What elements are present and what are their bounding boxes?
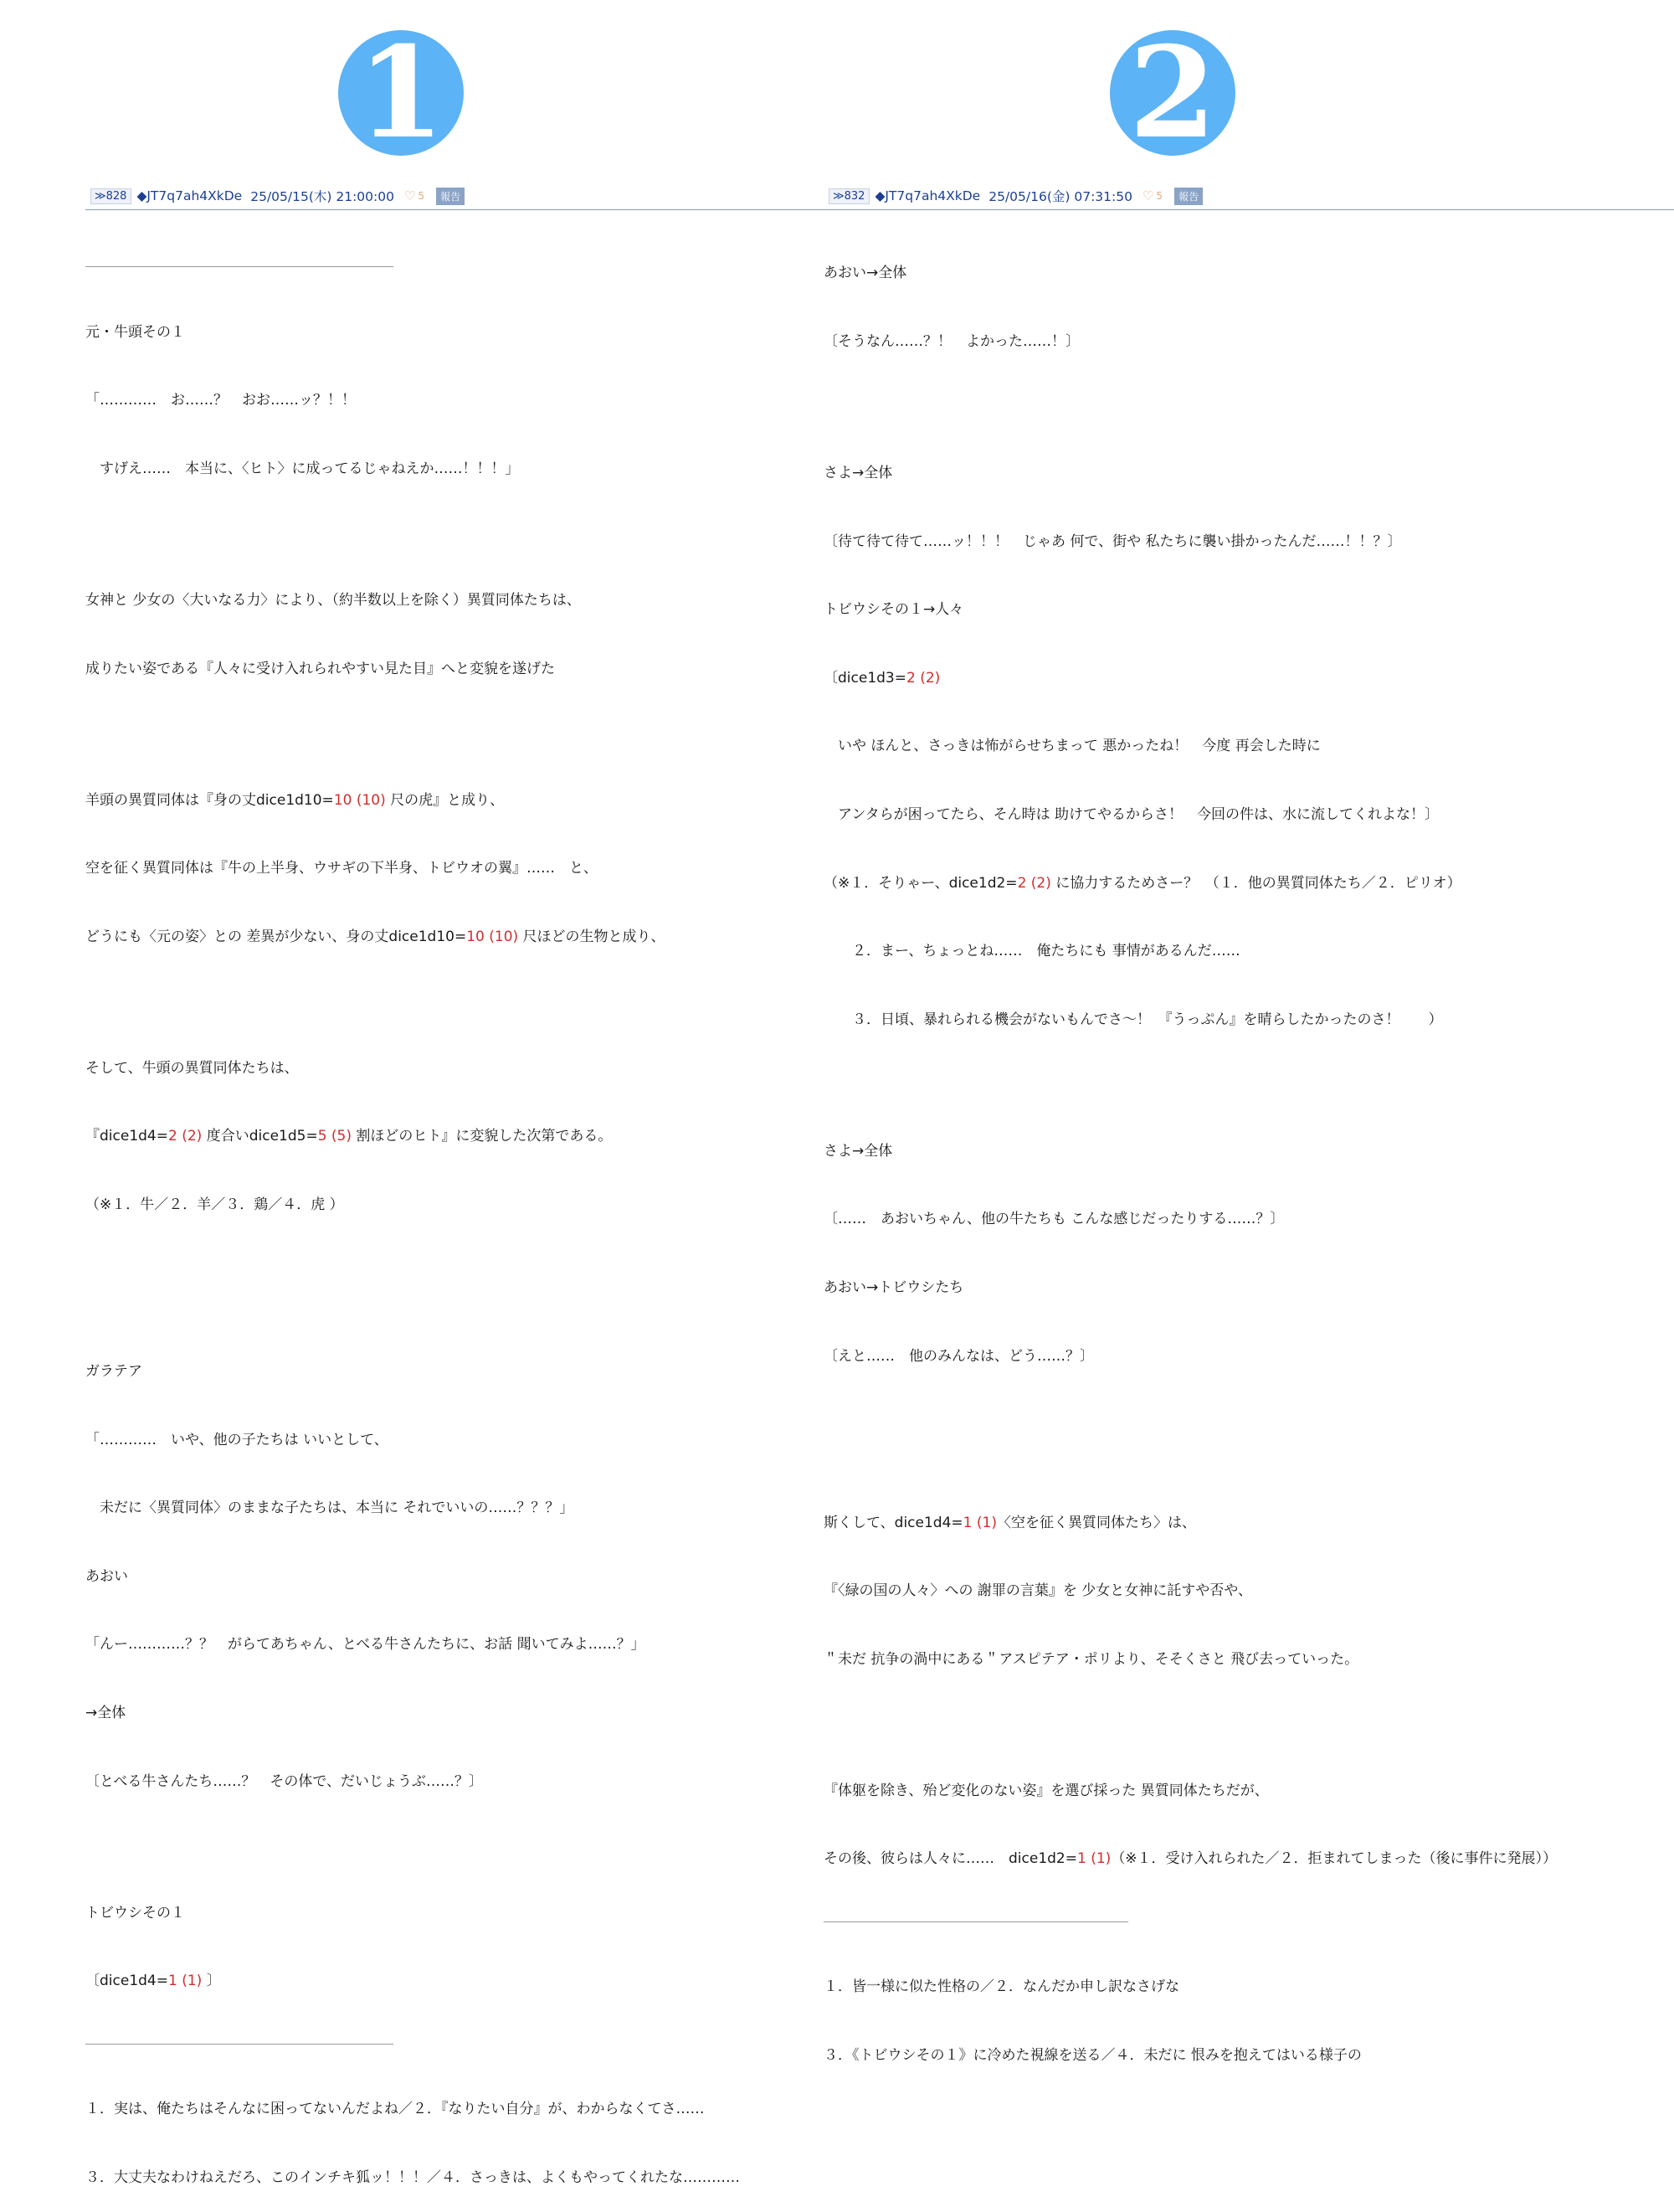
- note-line: ２．まー、ちょっとね…… 俺たちにも 事情があるんだ……: [824, 943, 1240, 960]
- dice-result: 10 (10): [333, 791, 386, 809]
- dialogue-line: 〔とべる牛さんたち……？ その体で、だいじょうぶ……？〕: [85, 1772, 483, 1790]
- dice-result: 1 (1): [963, 1514, 997, 1531]
- section-divider: [824, 1921, 1128, 1922]
- speaker-label: あおい→全体: [824, 265, 907, 282]
- post-header-828: [90, 186, 465, 206]
- author-trip-link[interactable]: ◆JT7q7ah4XkDe: [875, 188, 981, 203]
- text-segment: 〔dice1d4=: [85, 1973, 168, 1990]
- dialogue-line: すげえ…… 本当に、〈ヒト〉に成ってるじゃねえか……！！！」: [85, 460, 520, 477]
- post-date[interactable]: 25/05/15(木) 21:00:00: [250, 189, 394, 204]
- narration-line: 『〈緑の国の人々〉への 謝罪の言葉』を 少女と女神に託すや否や、: [824, 1582, 1252, 1600]
- post-anchor-link[interactable]: ≫832: [829, 188, 870, 204]
- narration-line: [824, 1512, 1557, 1535]
- speaker-label: →全体: [85, 1704, 126, 1721]
- section-divider: [85, 2044, 393, 2045]
- speaker-label: ガラテア: [85, 1362, 142, 1380]
- dialogue-line: 〔待て待て待て……ッ！！！ じゃあ 何で、街や 私たちに襲い掛かったんだ……！！？〕: [824, 532, 1402, 550]
- dialogue-line: 〔そうなん……？！ よかった……！〕: [824, 333, 1080, 350]
- choice-line: ３．《トビウシその１》に冷めた視線を送る／４．未だに 恨みを抱えてはいる様子の: [824, 2046, 1362, 2064]
- dialogue-line: [85, 1970, 740, 1993]
- narration-line: 空を征く異質同体は『牛の上半身、ウサギの下半身、トビウオの翼』…… と、: [85, 860, 598, 877]
- narration-line: 『体躯を除き、殆ど変化のない姿』を選び採った 異質同体たちだが、: [824, 1782, 1269, 1799]
- post-header-832: [829, 186, 1203, 206]
- dialogue-line: 未だに〈異質同体〉のままな子たちは、本当に それでいいの……？？？」: [85, 1500, 574, 1517]
- speaker-label: トビウシその１: [85, 1904, 185, 1921]
- note-line: （※１．牛／２．羊／３．鶏／４．虎 ）: [85, 1196, 344, 1213]
- text-segment: （※１．受け入れられた／２．拒まれてしまった（後に事件に発展））: [1111, 1850, 1558, 1868]
- text-segment: 羊頭の異質同体は『身の丈dice1d10=: [85, 791, 334, 809]
- narration-line: [824, 1848, 1557, 1870]
- dice-result: 1 (1): [1077, 1850, 1112, 1868]
- choice-line: １．皆一様に似た性格の／２．なんだか申し訳なさげな: [824, 1978, 1179, 1996]
- number-badge-2: 2: [1110, 30, 1235, 156]
- text-segment: に協力するためさー？ （１．他の異質同体たち／２．ピリオ）: [1050, 874, 1461, 892]
- text-segment: その後、彼らは人々に…… dice1d2=: [824, 1850, 1077, 1868]
- text-segment: 尺ほどの生物と成り、: [518, 928, 665, 945]
- speaker-label: さよ→全体: [824, 1142, 893, 1160]
- author-trip-link[interactable]: ◆JT7q7ah4XkDe: [136, 188, 243, 203]
- dice-result: 2 (2): [906, 669, 941, 687]
- speaker-label: あおい: [85, 1567, 128, 1585]
- post-date[interactable]: 25/05/16(金) 07:31:50: [988, 189, 1132, 204]
- section-divider: [85, 266, 393, 267]
- dialogue-line: [824, 667, 1557, 690]
- text-segment: 度合いdice1d5=: [202, 1128, 318, 1145]
- heart-icon[interactable]: ♡: [1142, 188, 1154, 203]
- report-button[interactable]: 報告: [436, 188, 465, 205]
- narration-line: そして、牛頭の異質同体たちは、: [85, 1059, 299, 1077]
- text-segment: 割ほどのヒト』に変貌した次第である。: [352, 1128, 613, 1145]
- narration-line: [85, 926, 740, 949]
- choice-line: １．実は、俺たちはそんなに困ってないんだよね／２．『なりたい自分』が、わからなくてさ……: [85, 2101, 705, 2118]
- text-segment: 尺の虎』と成り、: [385, 791, 505, 809]
- note-line: ３．日頃、暴れられる機会がないもんでさ～！ 『うっぷん』を晴らしたかったのさ！ ）: [824, 1011, 1443, 1028]
- text-segment: どうにも〈元の姿〉との 差異が少ない、身の丈dice1d10=: [85, 928, 467, 945]
- note-line: [824, 872, 1557, 895]
- choice-line: ３．大丈夫なわけねえだろ、このインチキ狐ッ！！！／４．さっきは、よくもやってくれたな…………: [85, 2168, 740, 2186]
- text-segment: 『dice1d4=: [85, 1128, 168, 1145]
- dialogue-line: 「んー…………？？ がらてあちゃん、とべる牛さんたちに、お話 聞いてみよ……？」: [85, 1636, 645, 1654]
- text-segment: 〕: [202, 1973, 221, 1990]
- dice-result: 5 (5): [317, 1128, 352, 1145]
- dialogue-line: 〔えと…… 他のみんなは、どう……？〕: [824, 1347, 1094, 1365]
- speaker-label: あおい→トビウシたち: [824, 1278, 964, 1296]
- narration-line: [85, 790, 740, 812]
- text-segment: 〈空を征く異質同体たち〉は、: [996, 1514, 1196, 1531]
- narration-line: [85, 1125, 740, 1148]
- text-segment: （※１．そりゃー、dice1d2=: [824, 874, 1018, 892]
- dialogue-line: アンタらが困ってたら、そん時は 助けてやるからさ！ 今回の件は、水に流してくれよな！〕: [824, 805, 1440, 823]
- narration-line: 成りたい姿である『人々に受け入れられやすい見た目』へと変貌を遂げた: [85, 660, 555, 677]
- dice-result: 1 (1): [168, 1973, 203, 1990]
- narration-line: ＂未だ 抗争の渦中にある＂アスピテア・ポリより、そそくさと 飛び去っていった。: [824, 1650, 1359, 1668]
- dice-result: 2 (2): [168, 1128, 203, 1145]
- speaker-label: さよ→全体: [824, 465, 893, 481]
- dice-result: 2 (2): [1017, 874, 1051, 892]
- dialogue-line: 「………… お……？ おお……ッ？！！: [85, 392, 356, 409]
- dialogue-line: 「………… いや、他の子たちは いいとして、: [85, 1431, 388, 1448]
- dialogue-line: 〔…… あおいちゃん、他の牛たちも こんな感じだったりする……？〕: [824, 1211, 1285, 1228]
- post-body-828: [85, 216, 740, 2212]
- heart-icon[interactable]: ♡: [403, 188, 416, 203]
- number-badge-1: 1: [338, 30, 464, 156]
- dialogue-line: いや ほんと、さっきは怖がらせちまって 悪かったね！ 今度 再会した時に: [824, 738, 1321, 755]
- text-segment: 〔dice1d3=: [824, 669, 906, 687]
- dice-result: 10 (10): [466, 928, 519, 945]
- speaker-label: トビウシその１→人々: [824, 601, 964, 619]
- like-count: 5: [418, 190, 425, 202]
- narration-line: 女神と 少女の〈大いなる力〉により、（約半数以上を除く）異質同体たちは、: [85, 592, 581, 609]
- report-button[interactable]: 報告: [1174, 188, 1203, 205]
- post-anchor-link[interactable]: ≫828: [90, 188, 131, 204]
- header-divider: [85, 209, 1674, 210]
- post-body-832: [824, 217, 1557, 2090]
- text-segment: 斯くして、dice1d4=: [824, 1514, 963, 1531]
- speaker-label: 元・牛頭その１: [85, 323, 185, 341]
- like-count: 5: [1156, 190, 1163, 202]
